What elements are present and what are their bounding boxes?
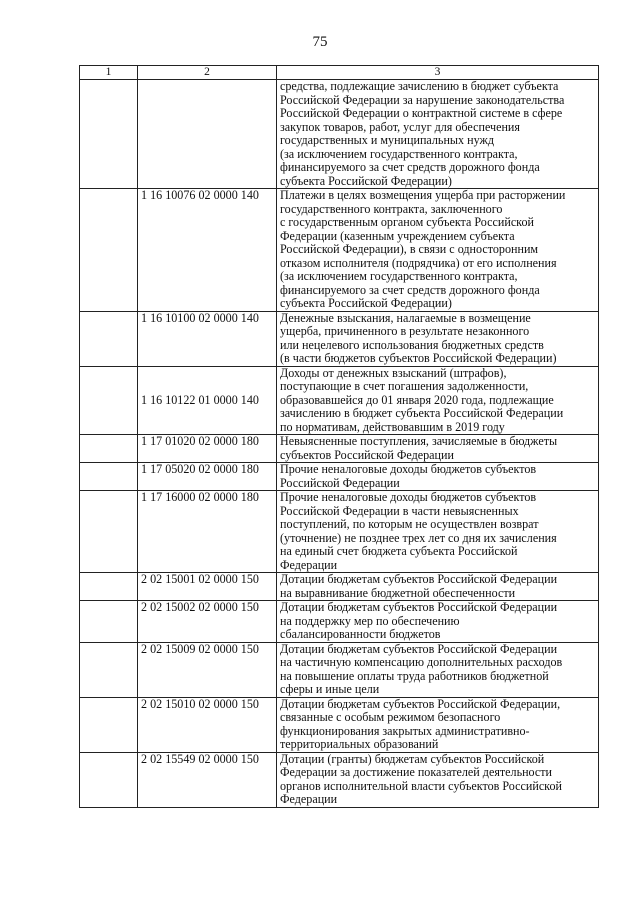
table-row — [80, 435, 599, 463]
description-line: на выравнивание бюджетной обеспеченности — [280, 585, 516, 600]
column-header-1: 1 — [80, 66, 138, 80]
revenue-description — [277, 642, 599, 697]
empty-cell — [80, 752, 138, 807]
description-line: Доходы от денежных взысканий (штрафов), — [280, 365, 507, 380]
description-line: ущерба, причиненного в результате незаконного — [280, 324, 530, 338]
empty-cell — [80, 80, 138, 189]
description-line: субъекта Российской Федерации) — [280, 173, 452, 188]
description-line: (за исключением государственного контракта, — [280, 146, 518, 161]
description-line: или нецелевого использования бюджетных средств — [280, 337, 544, 352]
description-line: субъекта Российской Федерации) — [280, 296, 452, 310]
empty-cell — [80, 189, 138, 312]
revenue-description — [277, 311, 599, 366]
revenue-code — [138, 80, 277, 189]
description-line: Российской Федерации), в связи с односторонним — [280, 242, 539, 256]
description-line: по нормативам, действовавшим в 2019 году — [280, 419, 505, 434]
revenue-description — [277, 697, 599, 752]
description-line: финансируемого за счет средств дорожного фонда — [280, 160, 540, 174]
description-line: Российской Федерации — [280, 475, 400, 490]
empty-cell — [80, 573, 138, 601]
description-line: государственных и муниципальных нужд — [280, 133, 494, 147]
description-line: Российской Федерации в части невыясненных — [280, 503, 519, 518]
empty-cell — [80, 311, 138, 366]
description-line: на единый счет бюджета субъекта Российской — [280, 544, 518, 558]
description-line: финансируемого за счет средств дорожного фонда — [280, 282, 540, 297]
description-line: Российской Федерации за нарушение законодательства — [280, 92, 565, 107]
table-row — [80, 752, 599, 807]
description-line: с государственным органом субъекта Российской — [280, 215, 534, 229]
description-line: государственного контракта, заключенного — [280, 201, 503, 216]
revenue-code: 1 17 16000 02 0000 180 — [138, 491, 277, 573]
revenue-code: 1 16 10076 02 0000 140 — [138, 189, 277, 312]
description-line: сферы и иные цели — [280, 682, 380, 696]
revenue-code: 2 02 15010 02 0000 150 — [138, 697, 277, 752]
revenue-description — [277, 435, 599, 463]
empty-cell — [80, 491, 138, 573]
description-line: средства, подлежащие зачислению в бюджет субъекта — [280, 79, 559, 93]
table-row — [80, 189, 599, 312]
description-line: (в части бюджетов субъектов Российской Федерации) — [280, 351, 557, 365]
table-row — [80, 697, 599, 752]
table-row — [80, 642, 599, 697]
empty-cell — [80, 463, 138, 491]
empty-cell — [80, 697, 138, 752]
description-line: связанные с особым режимом безопасного — [280, 710, 501, 724]
description-line: Невыясненные поступления, зачисляемые в бюджеты — [280, 434, 558, 448]
table-row — [80, 601, 599, 643]
revenue-code: 2 02 15009 02 0000 150 — [138, 642, 277, 697]
revenue-description — [277, 491, 599, 573]
empty-cell — [80, 435, 138, 463]
description-line: на поддержку мер по обеспечению — [280, 613, 460, 628]
description-line: отказом исполнителя (подрядчика) от его исполнения — [280, 255, 557, 270]
description-line: Прочие неналоговые доходы бюджетов субъектов — [280, 490, 537, 504]
revenue-code: 2 02 15001 02 0000 150 — [138, 573, 277, 601]
empty-cell — [80, 642, 138, 697]
revenue-description — [277, 601, 599, 643]
revenue-code: 1 16 10122 01 0000 140 — [138, 366, 277, 435]
empty-cell — [80, 366, 138, 435]
table-header-row — [80, 66, 599, 80]
description-line: Дотации бюджетам субъектов Российской Федерации, — [280, 696, 561, 711]
description-line: функционирования закрытых административно- — [280, 723, 530, 738]
description-line: Федерации — [280, 792, 338, 806]
empty-cell — [80, 601, 138, 643]
table-row — [80, 573, 599, 601]
revenue-code: 1 17 05020 02 0000 180 — [138, 463, 277, 491]
page-number: 75 — [312, 34, 328, 50]
revenue-description — [277, 573, 599, 601]
description-line: на повышение оплаты труда работников бюджетной — [280, 668, 549, 683]
description-line: территориальных образований — [280, 737, 439, 751]
description-line: поступлений, по которым не осуществлен возврат — [280, 517, 539, 531]
description-line: Федерации за достижение показателей деятельности — [280, 765, 553, 779]
description-line: Дотации (гранты) бюджетам субъектов Российской — [280, 751, 545, 766]
table-body — [80, 80, 599, 808]
column-header-2: 2 — [138, 66, 277, 80]
revenue-code: 1 16 10100 02 0000 140 — [138, 311, 277, 366]
table-row — [80, 80, 599, 189]
revenue-codes-table — [79, 65, 599, 808]
description-line: органов исполнительной власти субъектов Российской — [280, 778, 562, 793]
table-row — [80, 366, 599, 435]
description-line: Платежи в целях возмещения ущерба при расторжении — [280, 188, 566, 202]
revenue-code: 2 02 15549 02 0000 150 — [138, 752, 277, 807]
description-line: Дотации бюджетам субъектов Российской Федерации — [280, 641, 558, 656]
table-row — [80, 463, 599, 491]
description-line: сбалансированности бюджетов — [280, 627, 441, 641]
description-line: зачислению в бюджет субъекта Российской Федерации — [280, 406, 564, 420]
description-line: (за исключением государственного контракта, — [280, 269, 518, 283]
revenue-code: 1 17 01020 02 0000 180 — [138, 435, 277, 463]
description-line: Денежные взыскания, налагаемые в возмещение — [280, 310, 531, 325]
description-line: (уточнение) не позднее трех лет со дня их зачисления — [280, 530, 557, 545]
description-line: Федерации (казенным учреждением субъекта — [280, 228, 515, 243]
description-line: Российской Федерации о контрактной системе в сфере — [280, 106, 563, 120]
revenue-description — [277, 80, 599, 189]
description-line: образовавшейся до 01 января 2020 года, подлежащие — [280, 392, 554, 407]
description-line: на частичную компенсацию дополнительных расходов — [280, 655, 563, 669]
table-row — [80, 491, 599, 573]
description-line: Дотации бюджетам субъектов Российской Федерации — [280, 600, 558, 614]
description-line: субъектов Российской Федерации — [280, 447, 454, 462]
column-header-3: 3 — [277, 66, 599, 80]
revenue-code: 2 02 15002 02 0000 150 — [138, 601, 277, 643]
revenue-description — [277, 189, 599, 312]
description-line: Дотации бюджетам субъектов Российской Федерации — [280, 572, 558, 586]
description-line: закупок товаров, работ, услуг для обеспечения — [280, 119, 520, 134]
revenue-description — [277, 366, 599, 435]
description-line: поступающие в счет погашения задолженности, — [280, 379, 529, 393]
table-row — [80, 311, 599, 366]
revenue-description — [277, 752, 599, 807]
description-line: Федерации — [280, 557, 338, 572]
revenue-description — [277, 463, 599, 491]
description-line: Прочие неналоговые доходы бюджетов субъектов — [280, 462, 537, 476]
